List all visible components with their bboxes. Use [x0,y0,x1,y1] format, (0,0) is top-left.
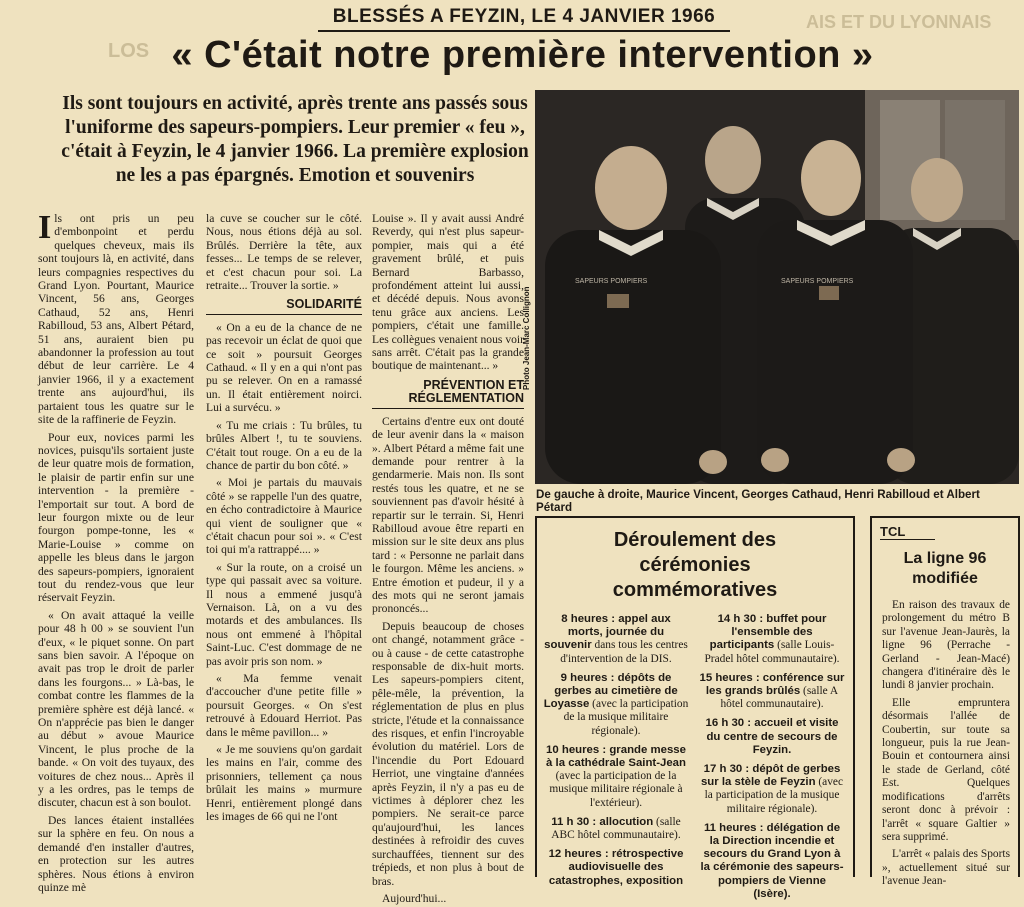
schedule-item: 9 heures : dépôts de gerbes au cimetière de Loyasse (avec la participation de la musique militaire régionale). [543,671,689,737]
uniform-badge-text: SAPEURS POMPIERS [781,278,854,285]
schedule-item: 14 h 30 : buffet pour l'ensemble des participants (salle Louis-Pradel hôtel communautaire). [704,613,840,665]
tcl-text [872,589,1018,889]
article-column-3 [372,212,524,905]
paragraph: Ils ont pris un peu d'embonpoint et perdu quelques cheveux, mais ils sont toujours là, en activité, dans leurs compagnies respectives du Grand Lyon. Pourtant, Maurice Vincent, 56 ans, Georges Cathaud, 52 ans, Henri Rabilloud, 53 ans, Albert Pétard, 51 ans, auraient bien pu abandonner la profession au tout début de leur carrière. Le 4 janvier 1966, il y a exactement trente ans aujourd'hui, ils partaient tous les quatre sur le site de la raffinerie de Feyzin. [38,209,194,427]
schedule-item: 16 h 30 : accueil et visite du centre de secours de Feyzin. [705,717,839,756]
article-column-2 [206,212,362,877]
tcl-title: La ligne 96 modifiée [903,550,987,587]
tcl-label: TCL [880,524,935,540]
schedule-item: 15 heures : conférence sur les grands brûlés (salle A hôtel communautaire). [699,671,845,711]
paragraph: En raison des travaux de prolongement du métro B sur l'avenue Jean-Jaurès, la ligne 96 (Perrache - Gerland - Jean-Macé) changera d'itinéraire dès le lundi 8 janvier prochain. [882,599,1010,692]
ceremonies-title: Déroulement des cérémonies commémoratives [612,529,778,601]
photo-credit: Photo Jean-Marc Collignon [522,286,531,390]
schedule-item: 12 heures : rétrospective audiovisuelle des catastrophes, exposition [548,848,684,887]
firefighters-photo [535,90,1019,484]
article-column-1 [38,209,194,894]
subheading-solidarite: SOLIDARITÉ [206,298,362,314]
drop-cap: I [38,209,52,246]
paragraph: Depuis beaucoup de choses ont changé, notamment grâce - ou à cause - de cette catastrophe responsable de dix-huit morts. Les sapeurs-pompiers citent, pêle-mêle, la prévention, la réglementation de plus en plus stricte, l'étude et la connaissance des risques, et enfin l'incroyable évolution du matériel. Lors de l'incendie du Port Edouard Herriot, une vingtaine d'années après Feyzin, il n'y a pas eu de victimes à déplorer chez les pompiers. Ne serait-ce parce qu'aujourd'hui, les lances destinées à refroidir des cuves surchauffées, tiennent sur des trépieds, et non plus à bout de bras. [372,619,524,888]
paragraph: L'arrêt « palais des Sports », actuellement situé sur l'avenue Jean- [882,848,1010,888]
tcl-box [870,516,1020,888]
ceremonies-box [535,516,855,900]
bleed-through-header: AIS ET DU LYONNAIS [806,12,992,32]
schedule-item: 17 h 30 : dépôt de gerbes sur la stèle de Feyzin (avec la participation de la musique militaire régionale). [700,763,844,815]
paragraph: « Je me souviens qu'on gardait les mains en l'air, comme des prisonniers, tellement ça nous brûlait les mains » murmure Henri, entièrement plongé dans les images de 66 qui ne l'ont [206,743,362,824]
paragraph: Pour eux, novices parmi les novices, puisqu'ils sortaient juste de leur quatre mois de formation, le plaisir de partir enfin sur une intervention - la première - l'emportait sur tout. A bord de leur fourgon mixte ou de leur fourgon pompe-tonne, les « Marie-Louise » comme on appelle les bleus dans le jargon des sapeurs-pompiers, ignoraient tout du rendez-vous que leur réservait Feyzin. [38,430,194,605]
schedule-item: 10 heures : grande messe à la cathédrale Saint-Jean (avec la participation de la musique militaire régionale à l'extérieur). [546,743,686,809]
bleed-through-left: LOS [108,40,150,62]
paragraph: Aujourd'hui... [382,891,447,905]
photo-illustration [535,90,1019,484]
paragraph: Des lances étaient installées sur la sphère en feu. On nous a demandé d'en installer d'autres, en protection sur les autres sphères. Nous étions à environ quinze mè [38,813,194,894]
paragraph: « Tu me criais : Tu brûles, tu brûles Albert !, tu te souviens. C'était tout rouge. On a eu de la chance de partir du bon côté. » [206,418,362,472]
paragraph: « On avait attaqué la veille pour 48 h 00 » se souvient l'un d'eux, « le piquet sonne. On part sans bien savoir. A l'époque on avait pas trop le droit de parler dans les fourgons... » Là-bas, le combat contre les flammes de la première sphère est déjà lancé. « On n'apprécie pas bien le danger au début » avoue Maurice Vincent, le plus proche de la bande. « On voit des tuyaux, des voitures de chez nous... Après il y a les ordres, pas le temps de discuter, chacun est à son boulot. [38,608,194,810]
paragraph: « Ma femme venait d'accoucher d'une petite fille » poursuit Georges. « On s'est retrouvé à Edouard Herriot. Pas dans le même pavillon... » [206,672,362,739]
photo-caption: De gauche à droite, Maurice Vincent, Georges Cathaud, Henri Rabilloud et Albert Pétard [536,488,980,514]
schedule-item: 11 heures : délégation de la Direction incendie et secours du Grand Lyon à la cérémonie des sapeurs-pompiers de Vienne (Isère). [700,821,844,900]
schedule-item: 11 h 30 : allocution (salle ABC hôtel communautaire). [551,815,681,842]
article-lead: Ils sont toujours en activité, après trente ans passés sous l'uniforme des sapeurs-pompiers. Leur premier « feu », c'était à Feyzin, le 4 janvier 1966. La première explosion ne les a pas épargnés. Emotion et souvenirs [61,93,529,186]
paragraph: Elle empruntera désormais l'allée de Coubertin, sur toute sa longueur, puis la rue Jean-Bouin et contournera ainsi le stade de Gerland, côté Est. Quelques modifications d'arrêts seront donc à prévoir : l'arrêt « square Galtier » sera supprimé. [882,696,1010,843]
paragraph: « Sur la route, on a croisé un type qui passait avec sa voiture. Il nous a emmené jusqu'à Vernaison. Là, on a vu des motards et des ambulances. Ils nous ont emmené à l'hôpital Saint-Luc. C'est dommage de ne pas avoir pris son nom. » [206,560,362,668]
paragraph: « Moi je partais du mauvais côté » se rappelle l'un des quatre, en écho contradictoire à Maurice qui vient de souligner que « c'était chacun pour soi ». « C'est toi qui m'a rattrappé.... » [206,476,362,557]
paragraph: la cuve se coucher sur le côté. Nous, nous étions déjà au sol. Brûlés. Derrière la tête, aux fesses... Le temps de se relever, et c'est chacun pour soi. La retraite... Trouver la sortie. » [206,212,362,293]
uniform-badge-text: SAPEURS POMPIERS [575,278,648,285]
schedule-column-left [543,613,689,907]
paragraph: Louise ». Il y avait aussi André Reverdy, qui n'est plus sapeur-pompier, mais qui a été gravement brûlé, et puis Bernard Barbasso, profondément atteint lui aussi, et décédé depuis. Nous avons tenu grâce aux anciens. Les pompiers, c'était une famille. Les collègues venaient nous voir sans arrêt. C'était pas la grande boutique de maintenant... » [372,212,524,373]
subheading-prevention: PRÉVENTION ET RÉGLEMENTATION [372,379,524,409]
schedule-item: 8 heures : appel aux morts, journée du souvenir dans tous les centres d'intervention de la DIS. [544,613,688,665]
paragraph: Certains d'entre eux ont douté de leur avenir dans la « maison ». Albert Pétard a même fait une demande pour rentrer à la gendarmerie. Mais non. Ils sont restés tous les quatre, et ne se souviennent pas d'avoir hésité à repartir sur le terrain. Si, Henri Rabilloud avoue être reparti en mission sur le site deux ans plus tard : « Personne ne parlait dans le fourgon. Même les anciens. » Entre émotion et pudeur, il y a des mots qui ne seront jamais prononcés... [372,414,524,616]
paragraph: « On a eu de la chance de ne pas recevoir un éclat de quoi que ce soit » poursuit Georges Cathaud. « Il y en a qui n'ont pas pu se relever. On en a ramassé un. Il était entièrement noirci. Lui a survécu. » [206,320,362,415]
article-kicker: BLESSÉS A FEYZIN, LE 4 JANVIER 1966 [318,6,730,32]
article-headline: « C'était notre première intervention » [171,34,874,76]
schedule-column-right [699,613,845,907]
